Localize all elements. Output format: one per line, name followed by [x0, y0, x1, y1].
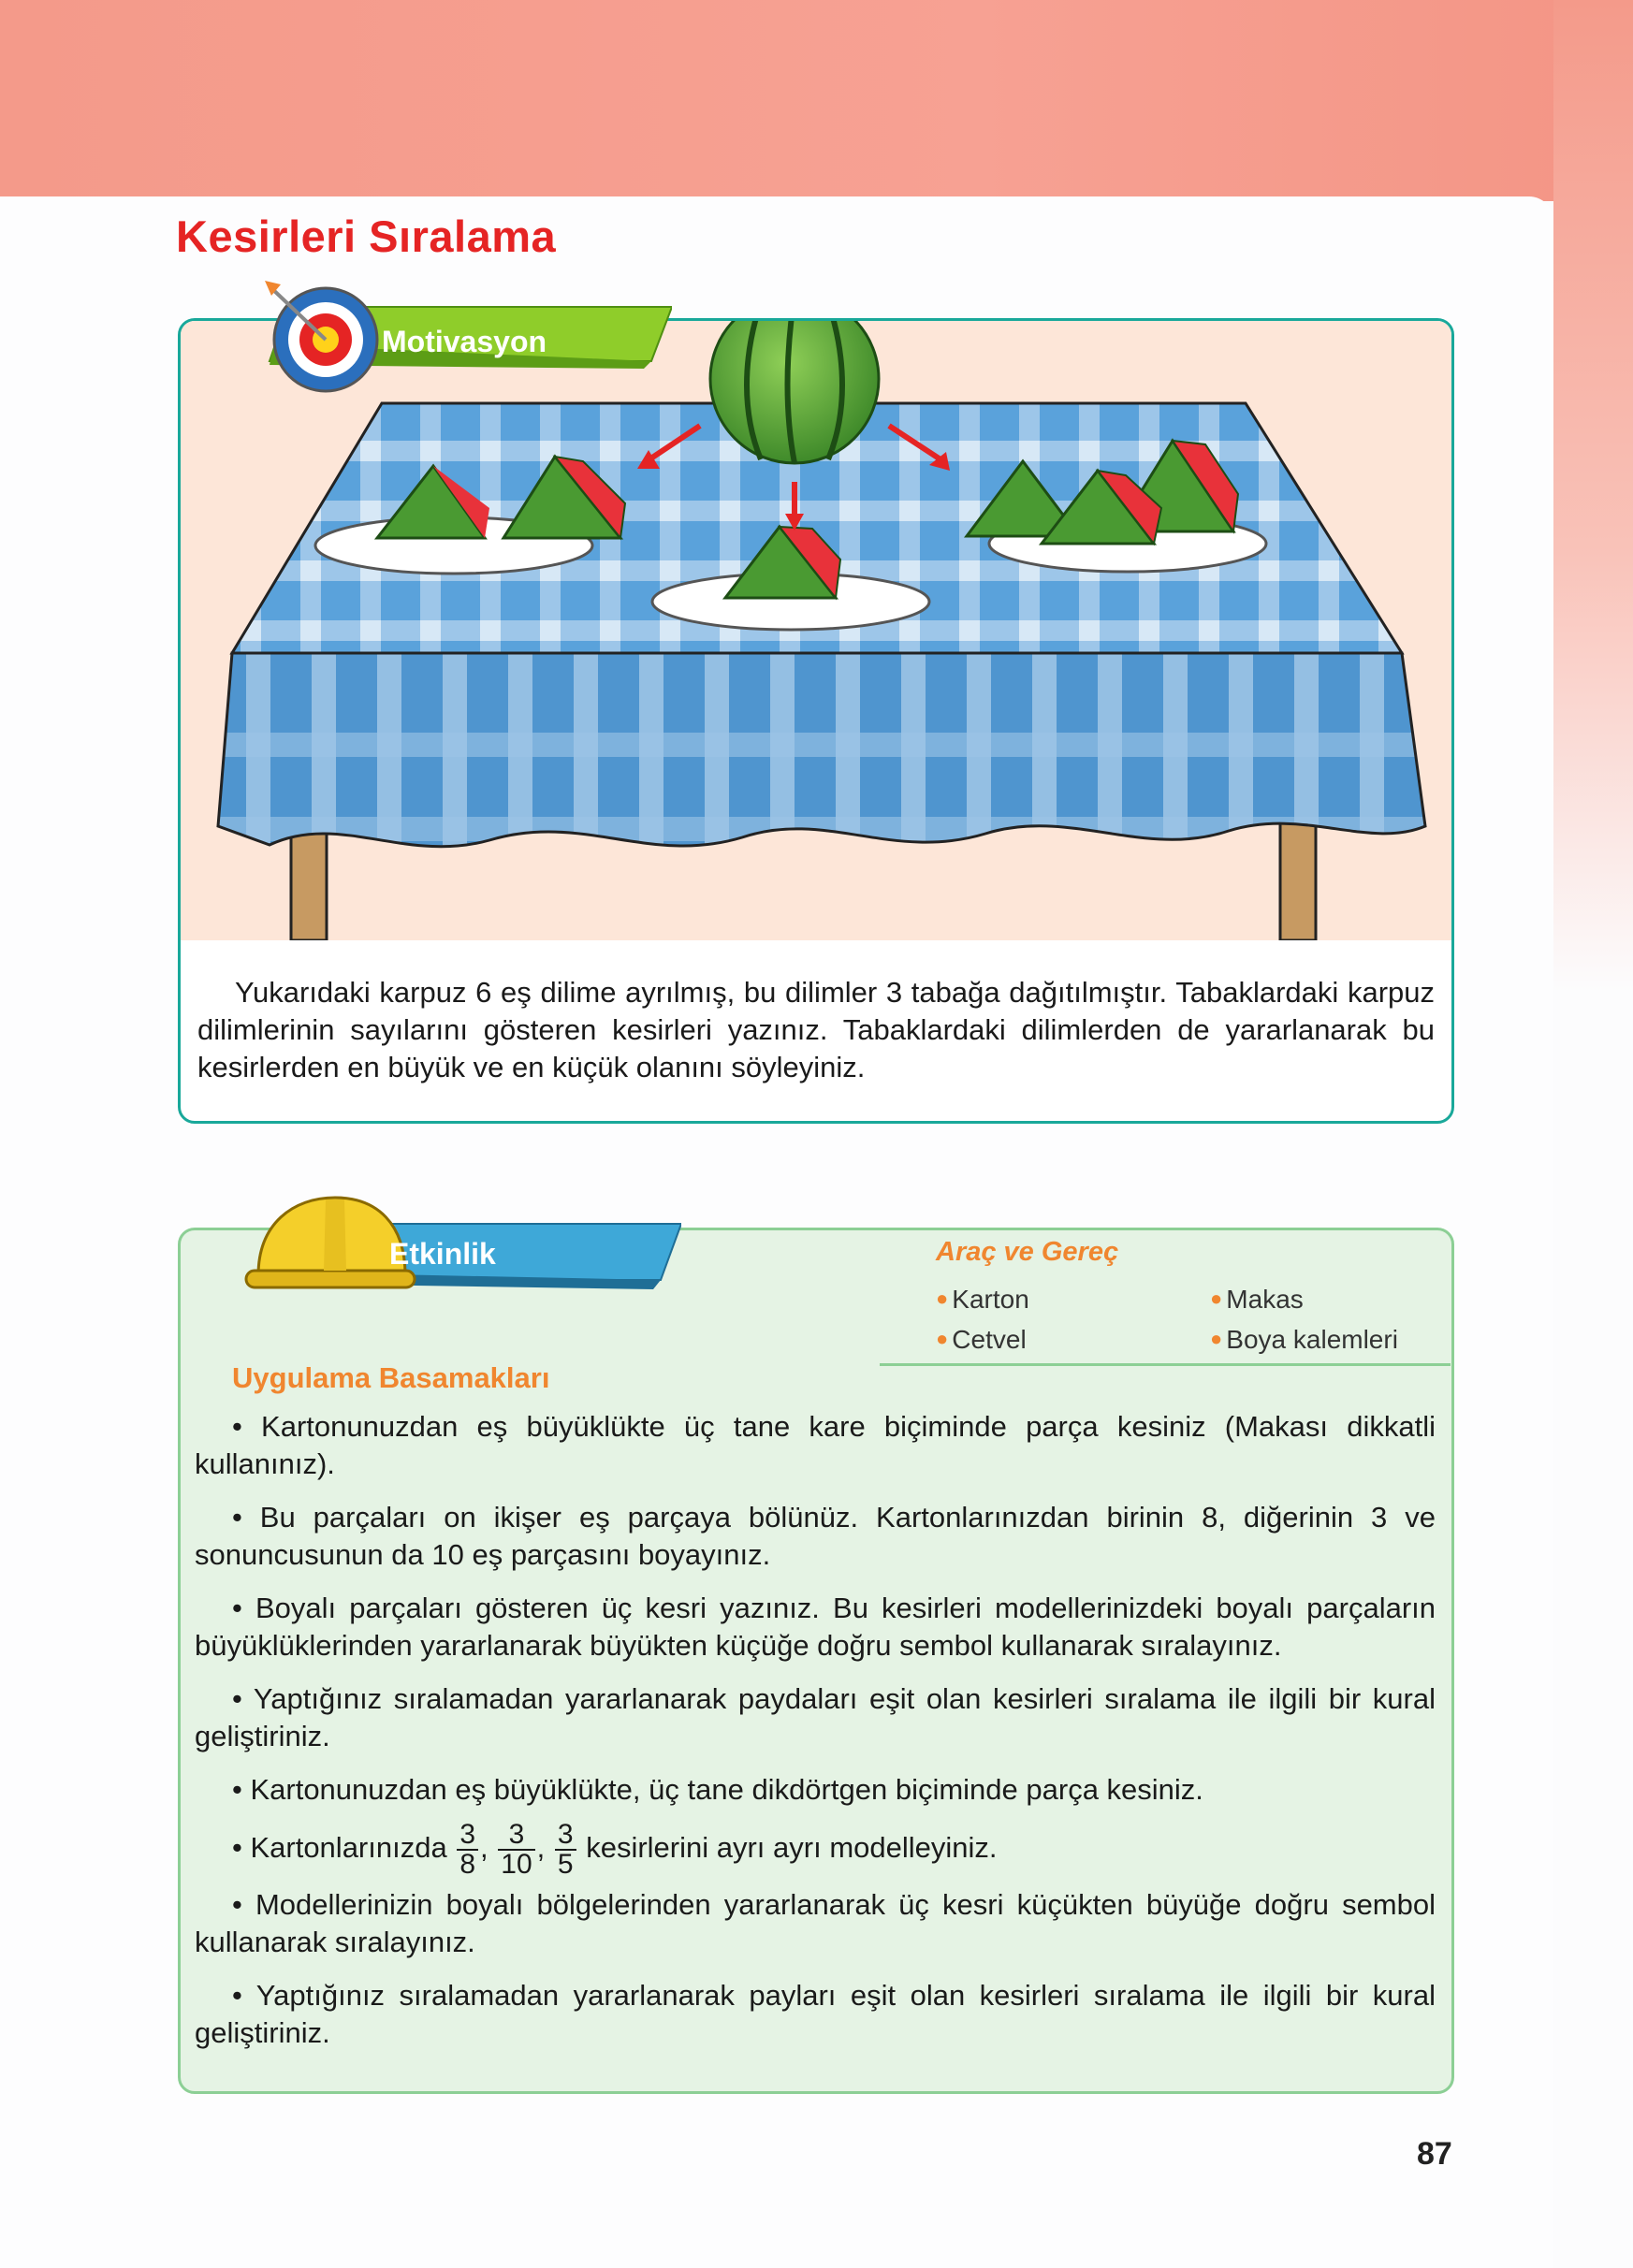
- material-item: ● Boya kalemleri: [1210, 1325, 1398, 1354]
- step-item-fractions: • Kartonlarınızda $\frac{3}{8}$ , $\frac{3}{10}$ , $\frac{3}{5}$ kesirlerini ayrı ayrı modelleyiniz.: [232, 1819, 998, 1880]
- material-item: ● Makas: [1210, 1285, 1304, 1314]
- fraction: $\frac{3}{10}$: [498, 1821, 534, 1879]
- steps-title: Uygulama Basamakları: [232, 1361, 550, 1394]
- step-item: • Boyalı parçaları gösteren üç kesri yazınız. Bu kesirleri modellerinizdeki boyalı parçaların büyüklüklerinden yararlanarak büyükten küçüğe doğru sembol kullanarak sıralayınız.: [195, 1592, 1436, 1662]
- header-band: [0, 0, 1633, 201]
- side-band: [1553, 0, 1633, 992]
- motivation-text: Yukarıdaki karpuz 6 eş dilime ayrılmış, bu dilimler 3 tabağa dağıtılmıştır. Tabaklardaki karpuz dilimlerinin sayılarını gösteren kesirleri yazınız. Tabaklardaki dilimlerden de yararlanarak bu kesirlerden en büyük ve en küçük olanını söyleyiniz.: [197, 976, 1435, 1083]
- step-item: • Yaptığınız sıralamadan yararlanarak paydaları eşit olan kesirleri sıralama ile ilgili bir kural geliştiriniz.: [195, 1682, 1436, 1752]
- materials-divider: [880, 1363, 1451, 1366]
- step-item: • Kartonunuzdan eş büyüklükte, üç tane dikdörtgen biçiminde parça kesiniz.: [232, 1773, 1203, 1806]
- fraction: $\frac{3}{8}$: [457, 1821, 478, 1879]
- activity-badge-label: Etkinlik: [389, 1237, 496, 1271]
- step-item: • Yaptığınız sıralamadan yararlanarak payları eşit olan kesirleri sıralama ile ilgili bir kural geliştiriniz.: [195, 1979, 1436, 2049]
- motivation-box: [178, 318, 1454, 1124]
- steps-list: [195, 1408, 1436, 2068]
- step-item: • Kartonunuzdan eş büyüklükte üç tane kare biçiminde parça kesiniz (Makası dikkatli kullanınız).: [195, 1410, 1436, 1480]
- fraction: $\frac{3}{5}$: [555, 1821, 576, 1879]
- motivation-badge-label: Motivasyon: [382, 325, 547, 358]
- material-item: ● Karton: [936, 1285, 1029, 1314]
- materials-title: Araç ve Gereç: [936, 1237, 1119, 1267]
- page-number: 87: [1417, 2136, 1452, 2172]
- material-item: ● Cetvel: [936, 1325, 1027, 1354]
- watermelon-table-illustration: [181, 321, 1451, 940]
- page-title: Kesirleri Sıralama: [176, 211, 557, 261]
- step-item: • Modellerinizin boyalı bölgelerinden yararlanarak üç kesri küçükten büyüğe doğru sembol kullanarak sıralayınız.: [195, 1888, 1436, 1958]
- step-item: • Bu parçaları on ikişer eş parçaya bölünüz. Kartonlarınızdan birinin 8, diğerinin 3 ve sonuncusunun da 10 eş parçasını boyayınız.: [195, 1501, 1436, 1571]
